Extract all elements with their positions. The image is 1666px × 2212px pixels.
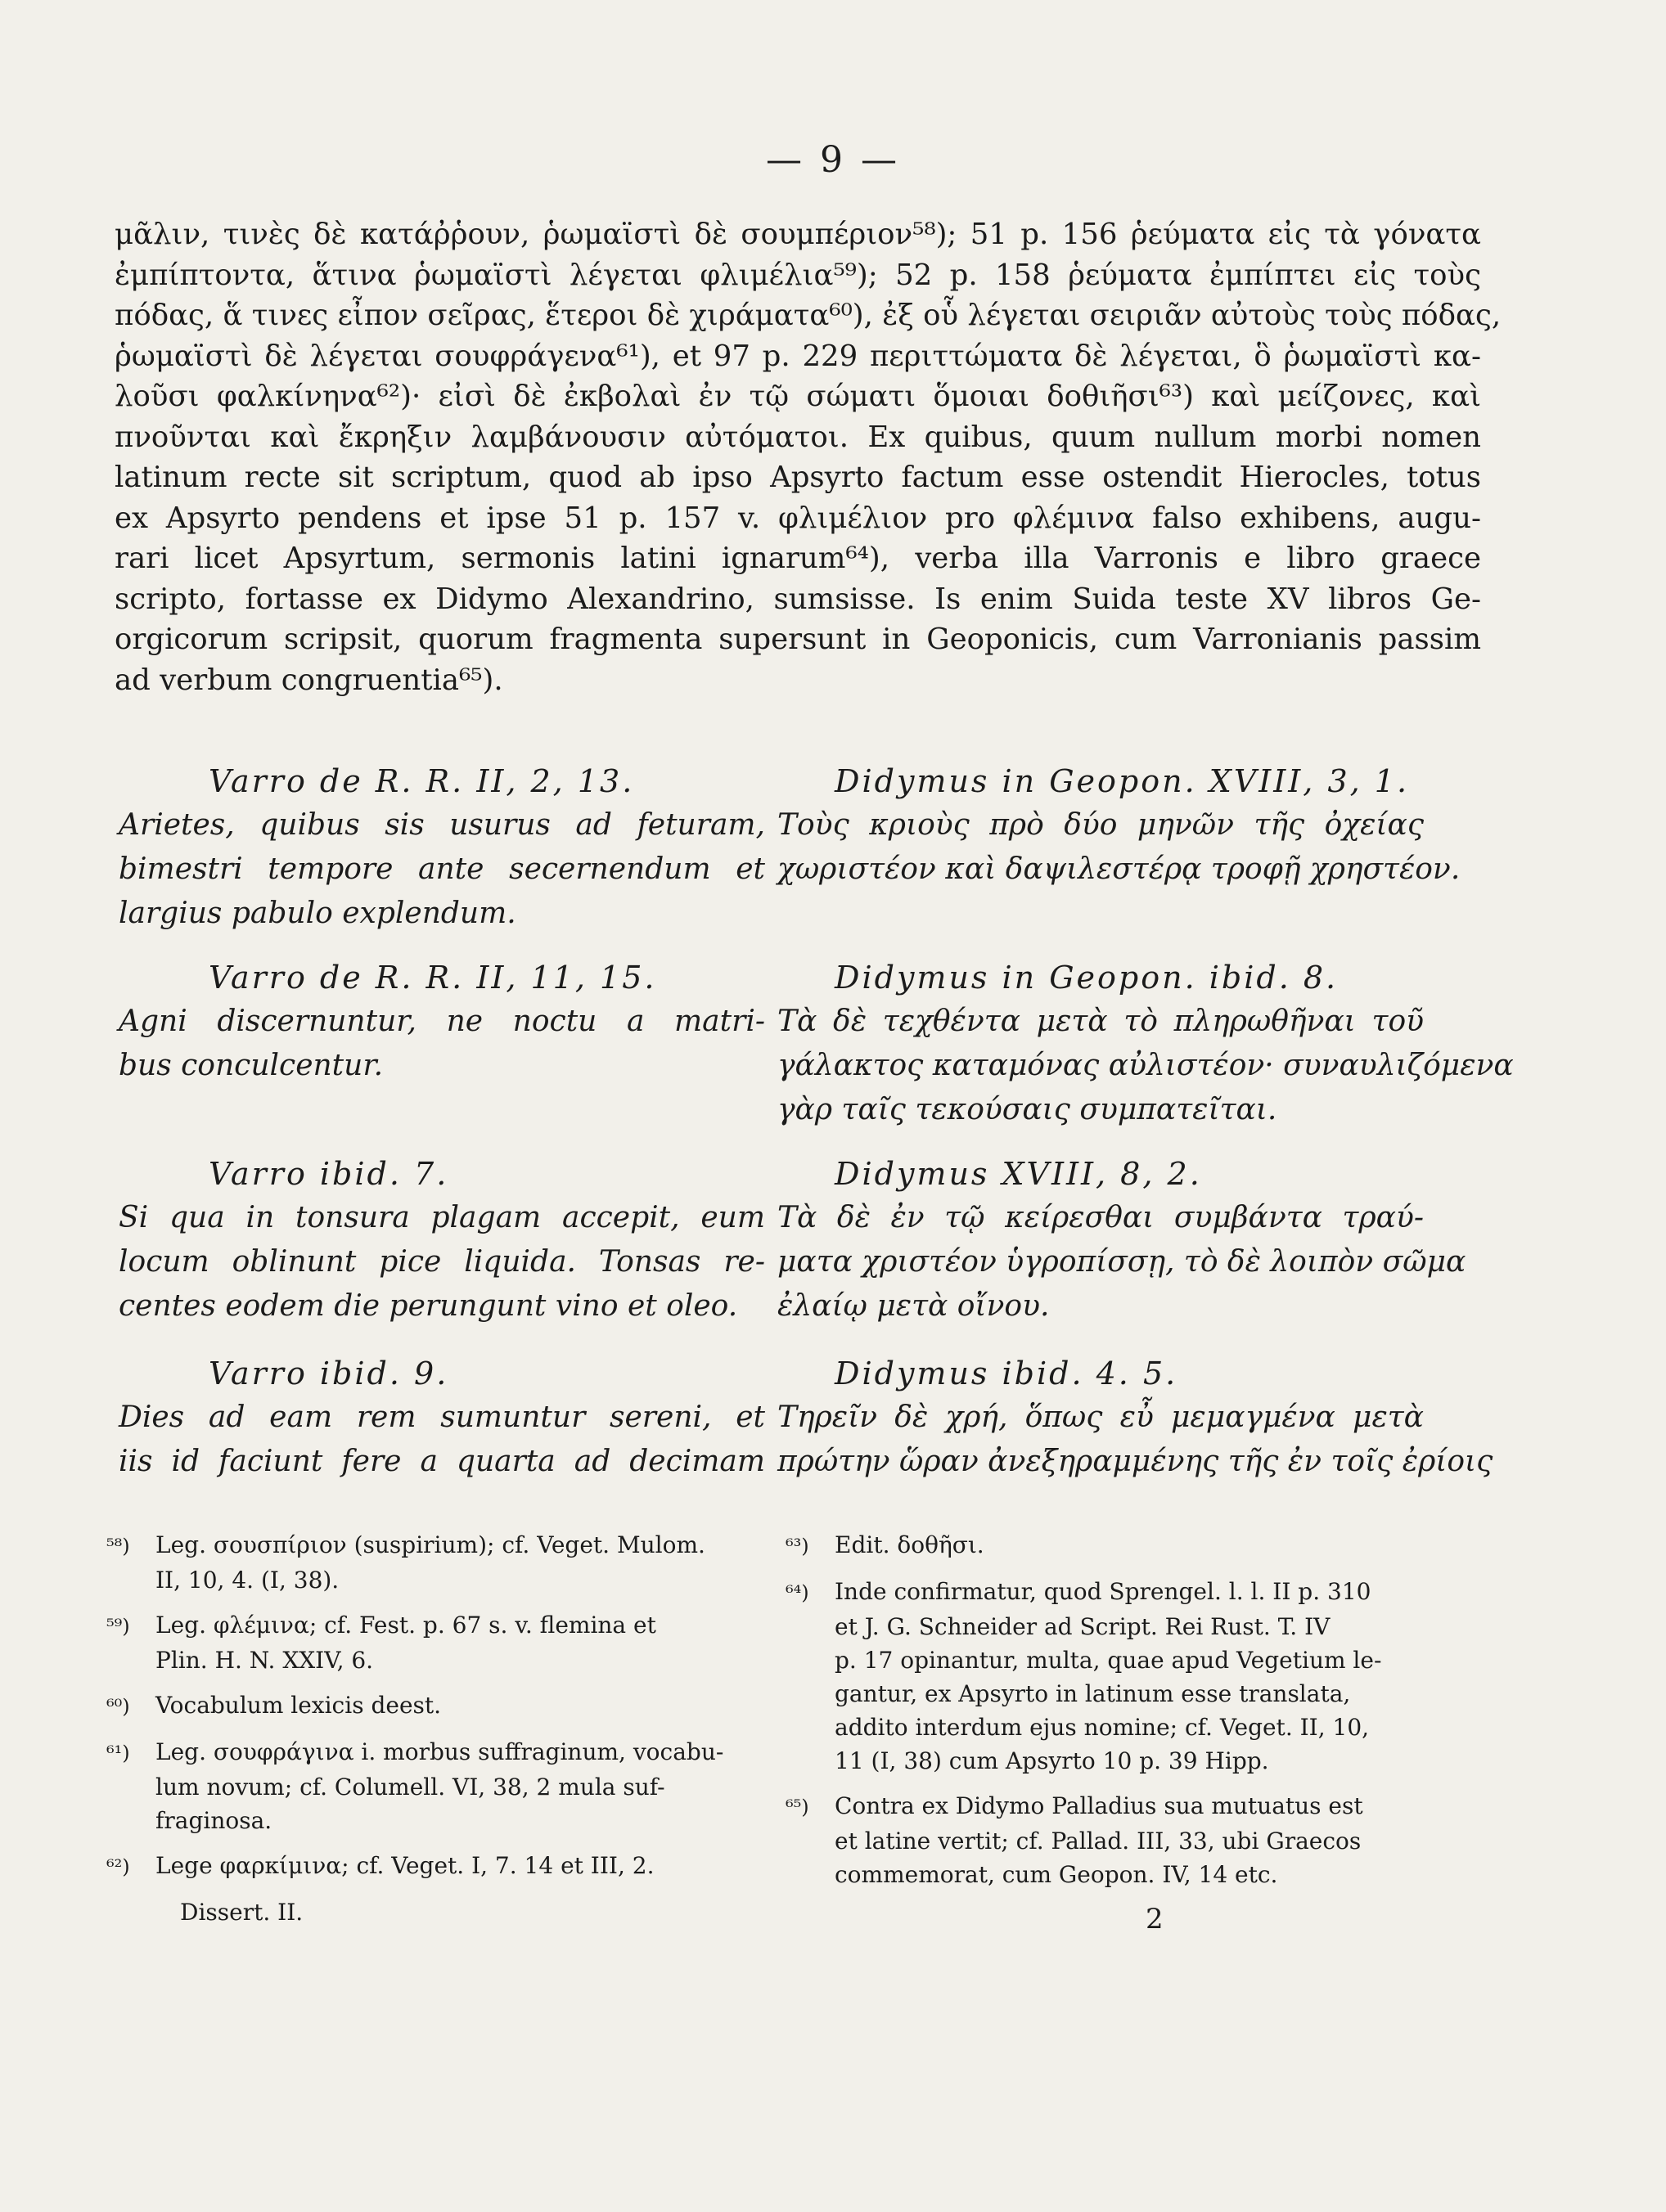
footnote-line (786, 1789, 1424, 1824)
footnote-line (106, 1608, 745, 1643)
footnote-line (106, 1849, 745, 1884)
intro-line: ex Apsyrto pendens et ipse 51 p. 157 v. φλιμέλιον pro φλέμινα falso exhibens, augu- (115, 501, 1481, 535)
section-line: Agni discernuntur, ne noctu a matri- (119, 1005, 765, 1038)
footnote-line: II, 10, 4. (I, 38). (155, 1567, 340, 1594)
intro-line: ἐμπίπτοντα, ἅτινα ῥωμαϊστὶ λέγεται φλιμέλια⁵⁹); 52 p. 158 ῥεύματα ἐμπίπτει εἰς τοὺς (115, 258, 1481, 292)
footnotes-right (786, 1528, 1424, 1948)
section-heading: Didymus in Geopon. ibid. 8. (835, 960, 1339, 996)
section-2-latin (119, 955, 765, 1088)
section-text (777, 1196, 1466, 1329)
intro-line: latinum recte sit scriptum, quod ab ipso Apsyrto factum esse ostendit Hierocles, totus (115, 461, 1481, 494)
section-line: locum oblinunt pice liquida. Tonsas re- (119, 1245, 765, 1279)
footnote-text: Edit. δοθῆσι. (835, 1531, 984, 1558)
section-line: Τὰ δὲ ἐν τῷ κείρεσθαι συμβάντα τραύ- (777, 1201, 1424, 1234)
footnote-text: Inde confirmatur, quod Sprengel. l. l. II p. 310 (835, 1578, 1371, 1605)
intro-line: scripto, fortasse ex Didymo Alexandrino, sumsisse. Is enim Suida teste XV libros Ge- (115, 582, 1481, 616)
section-text (119, 803, 765, 936)
section-line: largius pabulo explendum. (119, 897, 516, 930)
footnote-line: p. 17 opinantur, multa, quae apud Vegetium le- (835, 1647, 1382, 1674)
section-2-greek (777, 955, 1514, 1132)
footnote-line (786, 1528, 1424, 1563)
section-3-greek (777, 1152, 1466, 1329)
section-1-latin (119, 759, 765, 936)
section-line: bus conculcentur. (119, 1049, 384, 1082)
footnote (786, 1789, 1424, 1891)
footnote-text: Vocabulum lexicis deest. (155, 1692, 442, 1719)
footnote-number: ⁵⁹) (106, 1615, 130, 1638)
footnote-line (786, 1575, 1424, 1610)
section-text (119, 1000, 765, 1088)
footnote-text: Contra ex Didymo Palladius sua mutuatus est (835, 1792, 1363, 1819)
footnote (786, 1528, 1424, 1563)
footnote-line: fraginosa. (155, 1807, 272, 1834)
footnote-line: et J. G. Schneider ad Script. Rei Rust. T. IV (835, 1613, 1331, 1640)
section-line: bimestri tempore ante secernendum et (119, 852, 765, 886)
footnote-line: Plin. H. N. XXIV, 6. (155, 1647, 374, 1674)
section-heading: Varro ibid. 7. (209, 1156, 449, 1192)
intro-line: μᾶλιν, τινὲς δὲ κατάῤῥουν, ῥωμαϊστὶ δὲ σουμπέριον⁵⁸); 51 p. 156 ῥεύματα εἰς τὰ γόνατα (115, 218, 1481, 251)
footnote (106, 1688, 745, 1724)
section-text (777, 1000, 1514, 1132)
section-line: Τοὺς κριοὺς πρὸ δύο μηνῶν τῆς ὀχείας (777, 808, 1424, 842)
footnote-text: Leg. σουφράγινα i. morbus suffraginum, vocabu- (155, 1738, 724, 1765)
section-line: ματα χριστέον ὑγροπίσσῃ, τὸ δὲ λοιπὸν σῶμα (777, 1245, 1466, 1279)
footnote-text: Leg. φλέμινα; cf. Fest. p. 67 s. v. flemina et (155, 1612, 656, 1639)
footnote-line (106, 1735, 745, 1770)
footnote-line: addito interdum ejus nomine; cf. Veget. II, 10, (835, 1714, 1370, 1741)
intro-line: orgicorum scripsit, quorum fragmenta supersunt in Geoponicis, cum Varronianis passim (115, 623, 1481, 656)
intro-line: λοῦσι φαλκίνηνα⁶²)· εἰσὶ δὲ ἐκβολαὶ ἐν τῷ σώματι ὅμοιαι δοθιῆσι⁶³) καὶ μείζονες, καὶ (115, 380, 1481, 413)
section-text (119, 1196, 765, 1329)
footnote-number: ⁵⁸) (106, 1535, 130, 1558)
section-4-greek (777, 1351, 1493, 1484)
footnote-text: Lege φαρκίμινα; cf. Veget. I, 7. 14 et III, 2. (155, 1852, 655, 1879)
signature-left: Dissert. II. (180, 1899, 304, 1926)
section-line: γὰρ ταῖς τεκούσαις συμπατεῖται. (777, 1093, 1277, 1126)
section-heading: Didymus in Geopon. XVIII, 3, 1. (835, 763, 1410, 799)
intro-paragraph (115, 214, 1502, 700)
section-heading: Varro de R. R. II, 2, 13. (209, 763, 635, 799)
section-heading: Varro ibid. 9. (209, 1356, 449, 1391)
section-heading: Didymus ibid. 4. 5. (835, 1356, 1178, 1391)
section-line: Τὰ δὲ τεχθέντα μετὰ τὸ πληρωθῆναι τοῦ (777, 1005, 1424, 1038)
footnote-line (106, 1528, 745, 1563)
footnote (106, 1849, 745, 1884)
footnote-line: commemorat, cum Geopon. IV, 14 etc. (835, 1861, 1278, 1888)
section-text (777, 1396, 1493, 1484)
section-heading: Varro de R. R. II, 11, 15. (209, 960, 657, 996)
footnote (786, 1575, 1424, 1778)
intro-line: πνοῦνται καὶ ἔκρηξιν λαμβάνουσιν αὐτόματοι. Ex quibus, quum nullum morbi nomen (115, 420, 1481, 454)
footnote-number: ⁶⁵) (786, 1796, 809, 1819)
footnote-line: gantur, ex Apsyrto in latinum esse translata, (835, 1680, 1351, 1707)
signature-right: 2 (1146, 1903, 1164, 1936)
section-heading: Didymus XVIII, 8, 2. (835, 1156, 1202, 1192)
footnote-number: ⁶³) (786, 1535, 809, 1558)
intro-line: ad verbum congruentia⁶⁵). (115, 663, 503, 697)
footnote-line (106, 1688, 745, 1724)
footnote-number: ⁶⁰) (106, 1695, 130, 1718)
footnotes-left (106, 1528, 745, 1940)
footnote-text: Leg. σουσπίριον (suspirium); cf. Veget. Mulom. (155, 1531, 705, 1558)
section-line: centes eodem die perungunt vino et oleo. (119, 1289, 738, 1323)
section-line: Si qua in tonsura plagam accepit, eum (119, 1201, 765, 1234)
footnote (106, 1735, 745, 1837)
footnote-line: lum novum; cf. Columell. VI, 38, 2 mula suf- (155, 1774, 665, 1801)
section-text (777, 803, 1461, 892)
footnote-line: 11 (I, 38) cum Apsyrto 10 p. 39 Hipp. (835, 1747, 1269, 1774)
section-line: γάλακτος καταμόνας αὐλιστέον· συναυλιζόμενα (777, 1049, 1514, 1082)
page-number: — 9 — (766, 139, 900, 181)
intro-line: πόδας, ἅ τινες εἶπον σεῖρας, ἕτεροι δὲ χιράματα⁶⁰), ἐξ οὗ λέγεται σειριᾶν αὐτοὺς τοὺς πόδας, (115, 299, 1502, 332)
section-line: Dies ad eam rem sumuntur sereni, et (119, 1400, 765, 1434)
footnote-number: ⁶²) (106, 1855, 130, 1878)
section-line: Τηρεῖν δὲ χρή, ὅπως εὖ μεμαγμένα μετὰ (777, 1400, 1424, 1434)
section-line: iis id faciunt fere a quarta ad decimam (119, 1445, 765, 1478)
footnote (106, 1608, 745, 1677)
section-line: Arietes, quibus sis usurus ad feturam, (119, 808, 765, 842)
section-text (119, 1396, 765, 1484)
footnote-number: ⁶¹) (106, 1742, 130, 1765)
section-1-greek (777, 759, 1461, 892)
section-line: πρώτην ὥραν ἀνεξηραμμένης τῆς ἐν τοῖς ἐρίοις (777, 1445, 1493, 1478)
section-line: ἐλαίῳ μετὰ οἴνου. (777, 1289, 1050, 1323)
section-4-latin (119, 1351, 765, 1484)
section-line: χωριστέον καὶ δαψιλεστέρᾳ τροφῇ χρηστέον. (777, 852, 1461, 886)
intro-line: ῥωμαϊστὶ δὲ λέγεται σουφράγενα⁶¹), et 97 p. 229 περιττώματα δὲ λέγεται, ὃ ῥωμαϊστὶ κα- (115, 339, 1481, 373)
section-3-latin (119, 1152, 765, 1329)
footnote-number: ⁶⁴) (786, 1581, 809, 1604)
footnote (106, 1528, 745, 1597)
intro-line: rari licet Apsyrtum, sermonis latini ignarum⁶⁴), verba illa Varronis e libro graece (115, 542, 1481, 575)
footnote-line: et latine vertit; cf. Pallad. III, 33, ubi Graecos (835, 1828, 1362, 1855)
